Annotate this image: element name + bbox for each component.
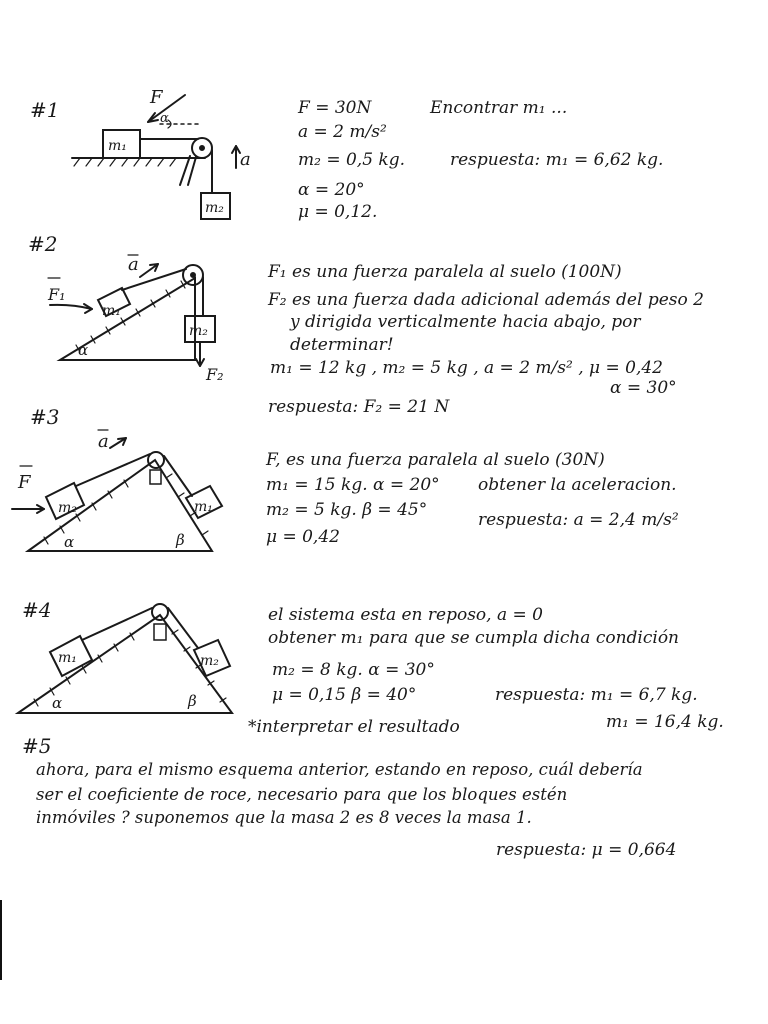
p2-line-4: determinar! [290, 335, 394, 355]
p1-given-force: F = 30N [298, 98, 372, 118]
p4-answer-2: m₁ = 16,4 kg. [606, 712, 724, 732]
p2-given-alpha: α = 30° [610, 378, 677, 398]
fig3-m2-label: m₂ [58, 500, 77, 516]
p2-line-1: F₁ es una fuerza paralela al suelo (100N) [268, 262, 622, 282]
p2-answer: respuesta: F₂ = 21 N [268, 397, 450, 417]
fig1-m1-label: m₁ [108, 138, 127, 154]
fig4-m2-label: m₂ [200, 653, 219, 669]
fig4-beta-label: β [188, 692, 197, 710]
p5-answer: respuesta: μ = 0,664 [496, 840, 677, 860]
p1-given-alpha: α = 20° [298, 180, 365, 200]
fig1-m2-label: m₂ [205, 200, 224, 216]
p1-answer: respuesta: m₁ = 6,62 kg. [450, 150, 664, 170]
fig3-beta-label: β [176, 531, 185, 549]
fig2-m1-label: m₁ [102, 303, 121, 319]
p2-given-values: m₁ = 12 kg , m₂ = 5 kg , a = 2 m/s² , μ = 0,42 [270, 358, 663, 378]
p4-line-2: obtener m₁ para que se cumpla dicha condición [268, 628, 679, 648]
p3-answer: respuesta: a = 2,4 m/s² [478, 510, 679, 530]
problem-3-number: #3 [30, 405, 60, 429]
fig1-alpha-label: α [160, 111, 169, 126]
fig3-force-label: F [18, 472, 31, 493]
p3-given-m2-beta: m₂ = 5 kg. β = 45° [266, 500, 428, 520]
p5-line-3: inmóviles ? suponemos que la masa 2 es 8 veces la masa 1. [36, 808, 532, 827]
fig2-alpha-label: α [78, 341, 89, 359]
fig2-accel-label: a [128, 254, 139, 275]
p1-given-mu: μ = 0,12. [298, 202, 378, 222]
problem-4-number: #4 [22, 598, 52, 622]
p4-given-mu-beta: μ = 0,15 β = 40° [272, 685, 417, 705]
p3-given-mu: μ = 0,42 [266, 527, 340, 547]
fig3-m1-label: m₁ [194, 499, 213, 515]
p1-given-m2: m₂ = 0,5 kg. [298, 150, 406, 170]
fig4-alpha-label: α [52, 694, 63, 712]
p4-note: *interpretar el resultado [248, 717, 460, 737]
p3-given-m1-alpha: m₁ = 15 kg. α = 20° [266, 475, 440, 495]
problem-5-number: #5 [22, 734, 52, 758]
fig1-force-label: F [150, 87, 163, 108]
fig3-alpha-label: α [64, 533, 75, 551]
p5-line-1: ahora, para el mismo esquema anterior, estando en reposo, cuál debería [36, 760, 643, 779]
fig4-m1-label: m₁ [58, 650, 77, 666]
fig2-m2-label: m₂ [189, 323, 208, 339]
p2-line-2: F₂ es una fuerza dada adicional además del peso 2 [268, 290, 704, 310]
fig1-accel-label: a [240, 149, 251, 170]
fig3-accel-label: a [98, 431, 109, 452]
problem-2-number: #2 [28, 232, 58, 256]
problem-1-number: #1 [30, 98, 60, 122]
p2-line-3: y dirigida verticalmente hacia abajo, por [290, 312, 641, 332]
p4-given-m2-alpha: m₂ = 8 kg. α = 30° [272, 660, 435, 680]
fig2-f1-label: F₁ [48, 285, 66, 304]
p5-line-2: ser el coeficiente de roce, necesario para que los bloques estén [36, 785, 568, 804]
p1-task: Encontrar m₁ ... [430, 98, 568, 118]
p4-line-1: el sistema esta en reposo, a = 0 [268, 605, 543, 625]
p1-given-accel: a = 2 m/s² [298, 122, 387, 142]
p4-answer-1: respuesta: m₁ = 6,7 kg. [495, 685, 698, 705]
p3-line-1: F, es una fuerza paralela al suelo (30N) [266, 450, 605, 470]
scan-edge-mark [0, 900, 2, 980]
fig2-f2-label: F₂ [206, 365, 224, 384]
p3-task: obtener la aceleracion. [478, 475, 677, 495]
figure-3-double-incline [12, 430, 222, 551]
